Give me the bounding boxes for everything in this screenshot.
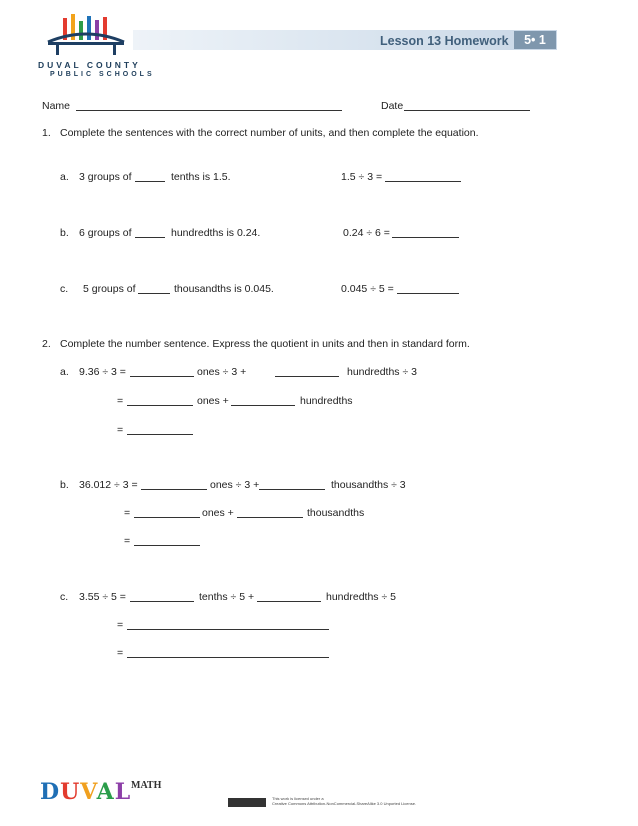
q2a-hundredths-blank[interactable] [275,376,339,377]
name-field[interactable] [76,110,342,111]
q1c-answer-blank[interactable] [397,293,459,294]
date-field[interactable] [404,110,530,111]
q2a-step-hundredths-blank[interactable] [231,405,295,406]
q2c-lead: 3.55 ÷ 5 = [79,591,126,603]
license-line1: This work is licensed under a [272,796,324,801]
q1c-sentence-end: thousandths is 0.045. [174,283,274,295]
q1a-units-blank[interactable] [135,181,165,182]
bridge-logo-icon [46,12,126,56]
q1a-sentence-end: tenths is 1.5. [171,171,231,183]
q1c-sentence-start: 5 groups of [83,283,136,295]
q1a-answer-blank[interactable] [385,181,461,182]
cc-license-icon [228,798,266,807]
q2a-step-ones-blank[interactable] [127,405,193,406]
q2a-ones-blank[interactable] [130,376,194,377]
footer-math-label: MATH [131,780,162,791]
brand-letter: V [80,779,97,805]
q1b-answer-blank[interactable] [392,237,459,238]
q2b-unit1: ones ÷ 3 + [210,479,260,491]
q1c-equation: 0.045 ÷ 5 = [341,283,394,295]
q2b-step-ones-blank[interactable] [134,517,200,518]
q2a-standard-blank[interactable] [127,434,193,435]
q2-number: 2. [42,338,51,350]
q1b-units-blank[interactable] [135,237,165,238]
q2c-unit1: tenths ÷ 5 + [199,591,255,603]
q1a-equation: 1.5 ÷ 3 = [341,171,383,183]
q2b-unit2: thousandths ÷ 3 [331,479,406,491]
q2b-ones-blank[interactable] [141,489,207,490]
q2a-letter: a. [60,366,69,378]
district-name-line1: DUVAL COUNTY [38,60,141,70]
q1b-sentence-start: 6 groups of [79,227,132,239]
q2a-step-unit2: hundredths [300,395,353,407]
q2c-unit2: hundredths ÷ 5 [326,591,396,603]
q1-number: 1. [42,127,51,139]
lesson-title: Lesson 13 Homework [380,34,509,48]
q1c-letter: c. [60,283,69,295]
q2c-step-equals: = [117,619,124,631]
q2a-step-equals: = [117,395,124,407]
q2b-step-unit1: ones + [202,507,234,519]
district-name-line2: PUBLIC SCHOOLS [50,71,155,78]
q1b-letter: b. [60,227,69,239]
q2b-step-unit2: thousandths [307,507,365,519]
q2b-step-thousandths-blank[interactable] [237,517,303,518]
footer-brand [40,779,131,805]
q2c-letter: c. [60,591,69,603]
q1c-units-blank[interactable] [138,293,170,294]
q2b-thousandths-blank[interactable] [259,489,325,490]
q1-prompt: Complete the sentences with the correct number of units, and then complete the equation. [60,127,479,139]
q2a-unit2: hundredths ÷ 3 [347,366,417,378]
brand-letter: A [96,779,115,805]
q2b-step-equals: = [124,507,131,519]
district-logo [46,12,126,56]
q2a-standard-equals: = [117,424,124,436]
license-text [272,796,416,806]
q1a-sentence-start: 3 groups of [79,171,132,183]
q2c-tenths-blank[interactable] [130,601,194,602]
name-label: Name [42,100,71,112]
q1b-equation: 0.24 ÷ 6 = [343,227,390,239]
q2b-standard-blank[interactable] [134,545,200,546]
q2b-letter: b. [60,479,69,491]
q1b-sentence-end: hundredths is 0.24. [171,227,261,239]
q2-prompt: Complete the number sentence. Express the quotient in units and then in standard form. [60,338,470,350]
brand-letter: U [60,779,81,805]
q1a-letter: a. [60,171,69,183]
brand-letter: D [40,779,61,805]
date-label: Date [381,100,404,112]
q2a-lead: 9.36 ÷ 3 = [79,366,126,378]
license-line2: Creative Commons Attribution-NonCommercial-ShareAlike 3.0 Unported License. [272,801,417,806]
q2c-hundredths-blank[interactable] [257,601,321,602]
module-badge: 5• 1 [514,31,556,49]
q2c-standard-blank[interactable] [127,657,329,658]
q2c-standard-equals: = [117,647,124,659]
q2a-step-unit1: ones + [197,395,229,407]
q2a-unit1: ones ÷ 3 + [197,366,247,378]
q2c-step-blank[interactable] [127,629,329,630]
brand-letter: L [114,779,132,805]
q2b-lead: 36.012 ÷ 3 = [79,479,138,491]
q2b-standard-equals: = [124,535,131,547]
